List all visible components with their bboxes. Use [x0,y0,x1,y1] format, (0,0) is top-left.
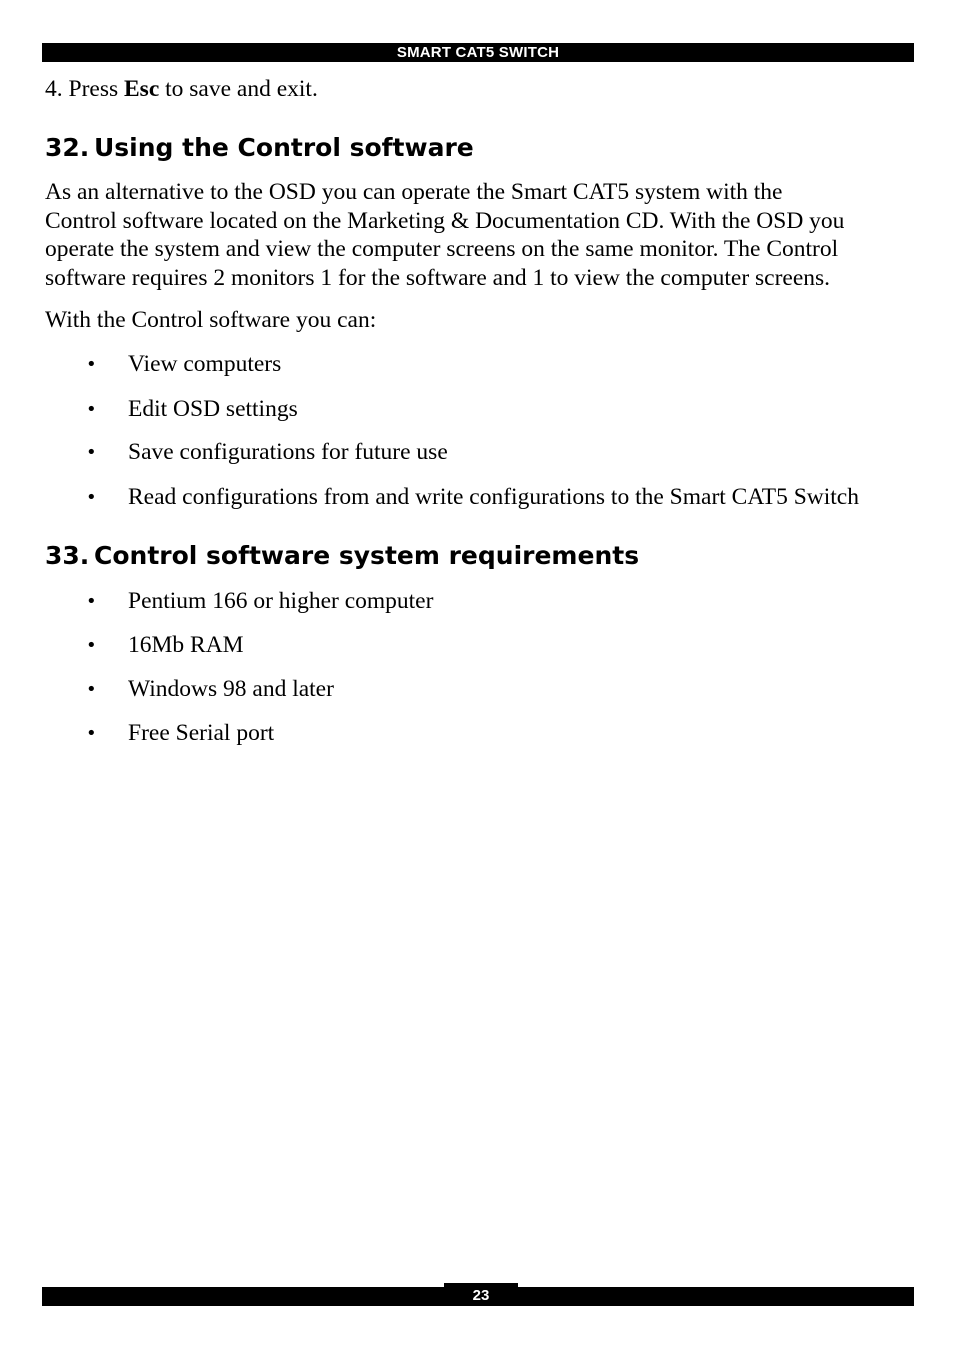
section-33-number: 33. [45,541,90,570]
step-4-suffix: to save and exit. [159,76,318,102]
list-item [86,395,298,424]
paragraph-line: software requires 2 monitors 1 for the software and 1 to view the computer screens. [45,264,831,291]
step-4-prefix: 4. Press [45,76,124,102]
section-32-intro: With the Control software you can: [45,307,377,333]
section-32-heading [45,133,474,163]
paragraph-line: operate the system and view the computer screens on the same monitor. The Control [45,236,839,262]
bullet-icon: • [86,723,97,744]
bullet-icon: • [86,399,97,420]
bullet-icon: • [86,354,97,375]
esc-key: Esc [124,76,160,102]
section-32-number: 32. [45,133,90,162]
section-32-paragraph [45,178,915,292]
list-item-text: Edit OSD settings [128,396,298,422]
section-32-title: Using the Control software [94,133,474,162]
list-item [86,675,334,704]
section-33-heading [45,541,639,571]
list-item-text: Pentium 166 or higher computer [128,588,434,614]
list-item-text: 16Mb RAM [128,632,244,658]
list-item-text: Save configurations for future use [128,439,448,465]
page-header: SMART CAT5 SWITCH [42,43,914,62]
list-item-text: View computers [128,351,282,377]
bullet-icon: • [86,442,97,463]
list-item [86,438,448,467]
list-item [86,350,281,379]
list-item [86,483,859,512]
page-number: 23 [444,1283,518,1306]
bullet-icon: • [86,487,97,508]
list-item [86,719,274,748]
list-item [86,631,244,660]
step-4-text [45,75,318,103]
bullet-icon: • [86,635,97,656]
bullet-icon: • [86,679,97,700]
list-item [86,587,433,616]
paragraph-line: Control software located on the Marketing & Documentation CD. With the OSD you [45,207,845,234]
paragraph-line: As an alternative to the OSD you can operate the Smart CAT5 system with the [45,179,783,205]
bullet-icon: • [86,591,97,612]
section-33-title: Control software system requirements [94,541,640,570]
list-item-text: Windows 98 and later [128,676,334,702]
list-item-text: Free Serial port [128,720,275,746]
list-item-text: Read configurations from and write configurations to the Smart CAT5 Switch [128,484,859,510]
